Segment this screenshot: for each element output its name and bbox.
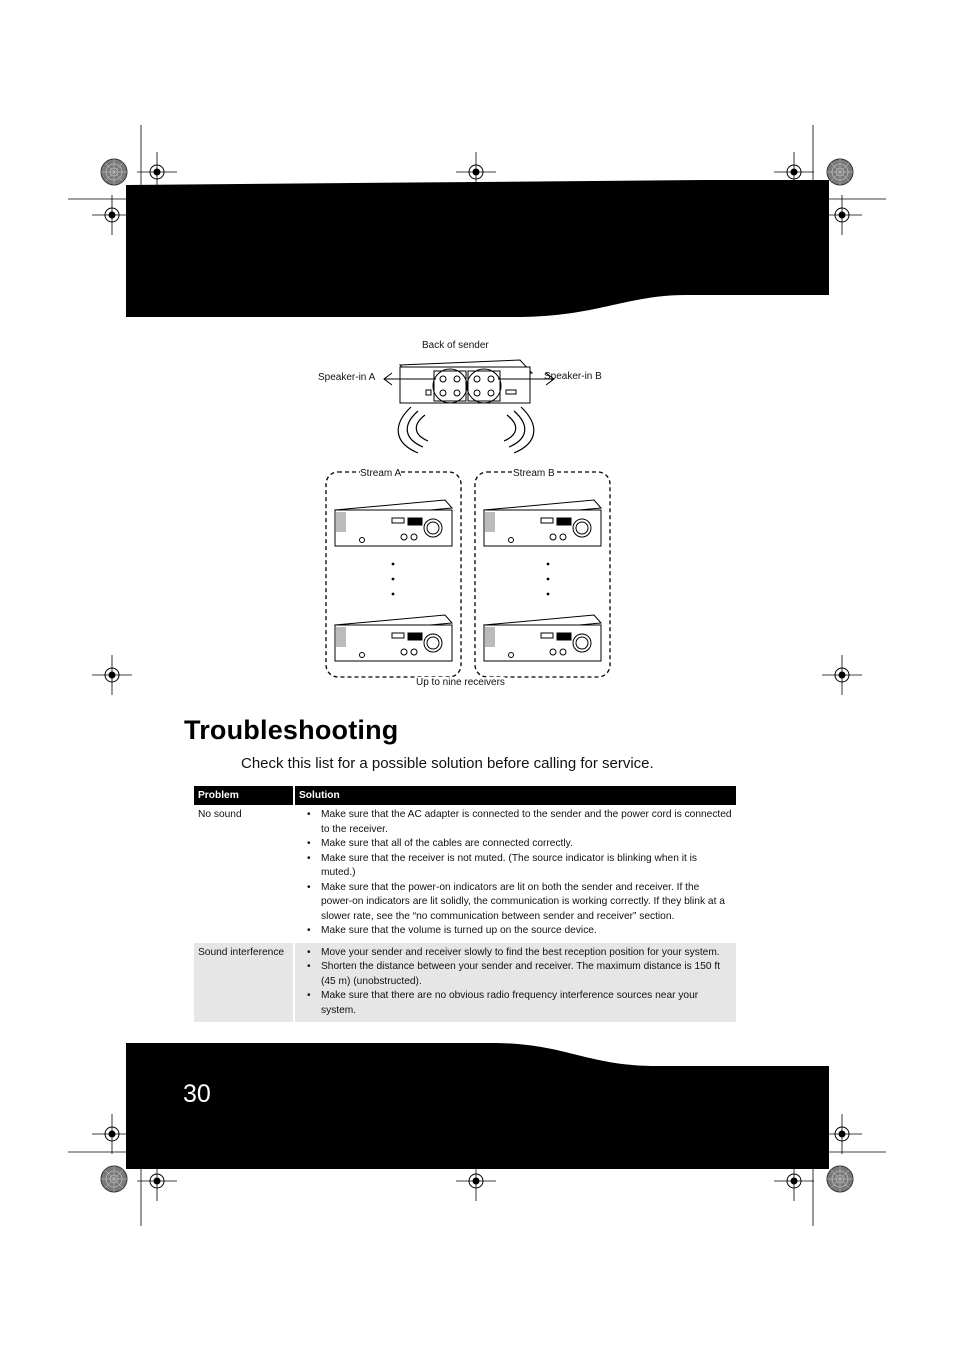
troubleshooting-table bbox=[194, 786, 736, 1022]
column-header-problem: Problem bbox=[194, 786, 294, 805]
solution-item: • Shorten the distance between your sender and receiver. The maximum distance is 150 ft (45 m) (unobstructed). bbox=[299, 960, 732, 989]
stream-a-label: Stream A bbox=[360, 468, 402, 479]
stream-b-label: Stream B bbox=[513, 468, 555, 479]
speaker-in-b-label: Speaker-in B bbox=[544, 371, 602, 382]
sender-device bbox=[400, 360, 532, 403]
solution-item: • Make sure that there are no obvious radio frequency interference sources near your system. bbox=[299, 989, 732, 1018]
system-diagram bbox=[300, 335, 640, 695]
solution-cell bbox=[294, 805, 736, 943]
up-to-nine-label: Up to nine receivers bbox=[416, 677, 505, 688]
column-header-solution: Solution bbox=[294, 786, 736, 805]
header-band bbox=[126, 180, 829, 317]
solution-item: • Make sure that the AC adapter is connected to the sender and the power cord is connected to the receiver. bbox=[299, 808, 732, 837]
wireless-waves-icon bbox=[398, 407, 534, 453]
page-number: 30 bbox=[183, 1080, 211, 1108]
intro-text: Check this list for a possible solution before calling for service. bbox=[241, 755, 654, 772]
problem-cell: No sound bbox=[194, 805, 294, 943]
problem-cell: Sound interference bbox=[194, 943, 294, 1023]
solution-item: • Make sure that the receiver is not muted. (The source indicator is blinking when it is muted.) bbox=[299, 852, 732, 881]
speaker-in-a-label: Speaker-in A bbox=[318, 372, 376, 383]
table-row bbox=[194, 805, 736, 943]
page-title: Troubleshooting bbox=[184, 715, 399, 745]
back-of-sender-label: Back of sender bbox=[422, 340, 489, 351]
footer-band bbox=[126, 1043, 829, 1169]
solution-item: • Make sure that all of the cables are connected correctly. bbox=[299, 837, 732, 852]
table-row bbox=[194, 943, 736, 1023]
solution-item: • Make sure that the volume is turned up on the source device. bbox=[299, 924, 732, 939]
solution-item: • Move your sender and receiver slowly to find the best reception position for your system. bbox=[299, 946, 732, 961]
table-header-row bbox=[194, 786, 736, 805]
solution-cell bbox=[294, 943, 736, 1023]
receiver-device bbox=[335, 500, 452, 546]
solution-item: • Make sure that the power-on indicators are lit on both the sender and receiver. If the power-on indicators are lit solidly, the communication is working correctly. If they blink at a slower rate, see the “no communication between sender and receiver” section. bbox=[299, 881, 732, 925]
